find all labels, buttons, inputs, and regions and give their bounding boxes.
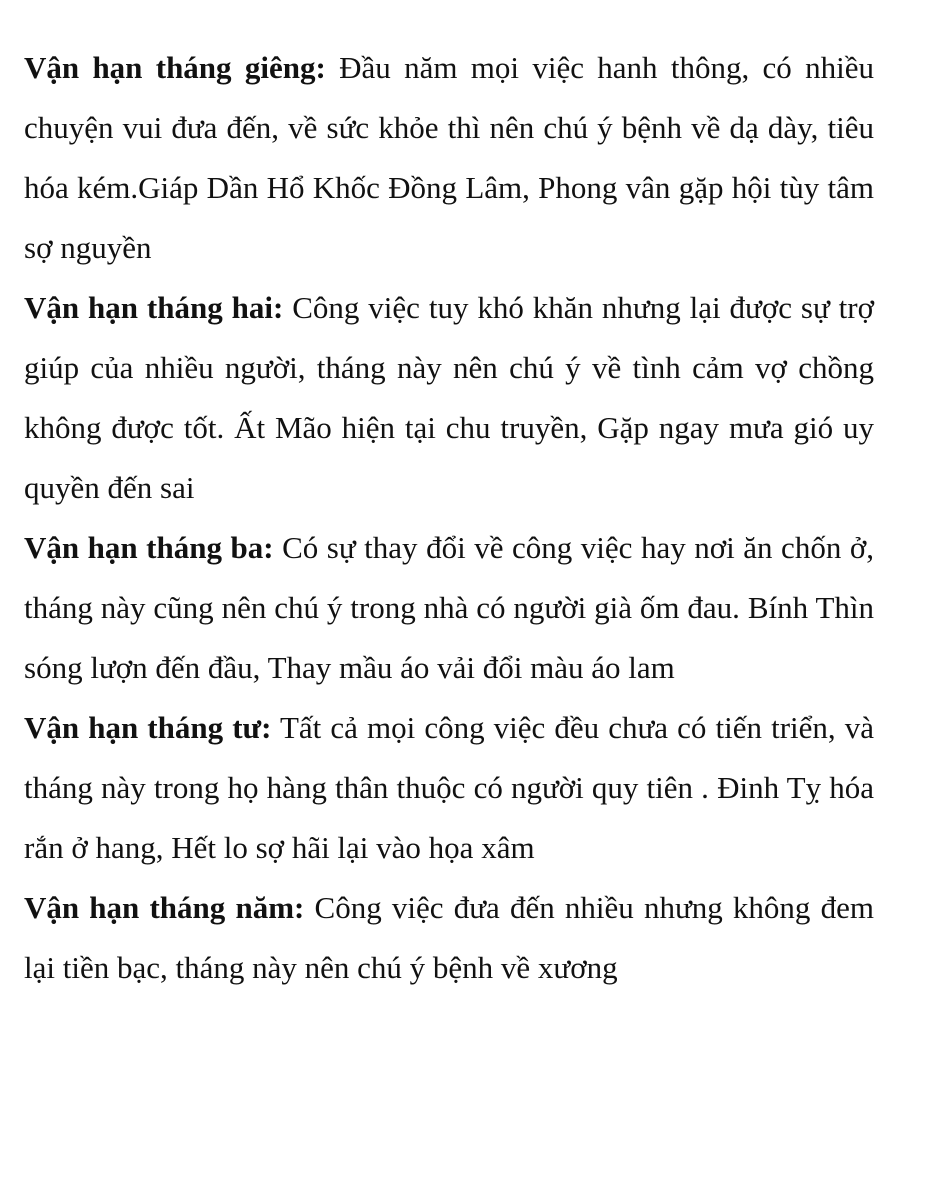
month-entry-3 — [24, 518, 874, 698]
month-entry-2 — [24, 278, 874, 518]
document-page — [24, 38, 874, 998]
entry-heading: Vận hạn tháng tư: — [24, 710, 272, 745]
entry-text: Có sự thay đổi về công việc hay nơi ăn chốn ở, tháng này cũng nên chú ý trong nhà có người già ốm đau. Bính Thìn sóng lượn đến đầu, Thay mầu áo vải đổi màu áo lam — [24, 530, 874, 685]
month-entry-4 — [24, 698, 874, 878]
entry-heading: Vận hạn tháng ba: — [24, 530, 274, 565]
entry-text: Tất cả mọi công việc đều chưa có tiến triển, và tháng này trong họ hàng thân thuộc có người quy tiên . Đinh Tỵ hóa rắn ở hang, Hết lo sợ hãi lại vào họa xâm — [24, 710, 874, 865]
entry-text: Đầu năm mọi việc hanh thông, có nhiều chuyện vui đưa đến, về sức khỏe thì nên chú ý bệnh về dạ dày, tiêu hóa kém.Giáp Dần Hổ Khốc Đồng Lâm, Phong vân gặp hội tùy tâm sợ nguyền — [24, 50, 874, 265]
entry-heading: Vận hạn tháng hai: — [24, 290, 284, 325]
month-entry-5 — [24, 878, 874, 998]
entry-text: Công việc đưa đến nhiều nhưng không đem lại tiền bạc, tháng này nên chú ý bệnh về xương — [24, 890, 874, 985]
entry-heading: Vận hạn tháng năm: — [24, 890, 305, 925]
entry-heading: Vận hạn tháng giêng: — [24, 50, 326, 85]
entry-text: Công việc tuy khó khăn nhưng lại được sự trợ giúp của nhiều người, tháng này nên chú ý về tình cảm vợ chồng không được tốt. Ất Mão hiện tại chu truyền, Gặp ngay mưa gió uy quyền đến sai — [24, 290, 874, 505]
month-entry-1 — [24, 38, 874, 278]
